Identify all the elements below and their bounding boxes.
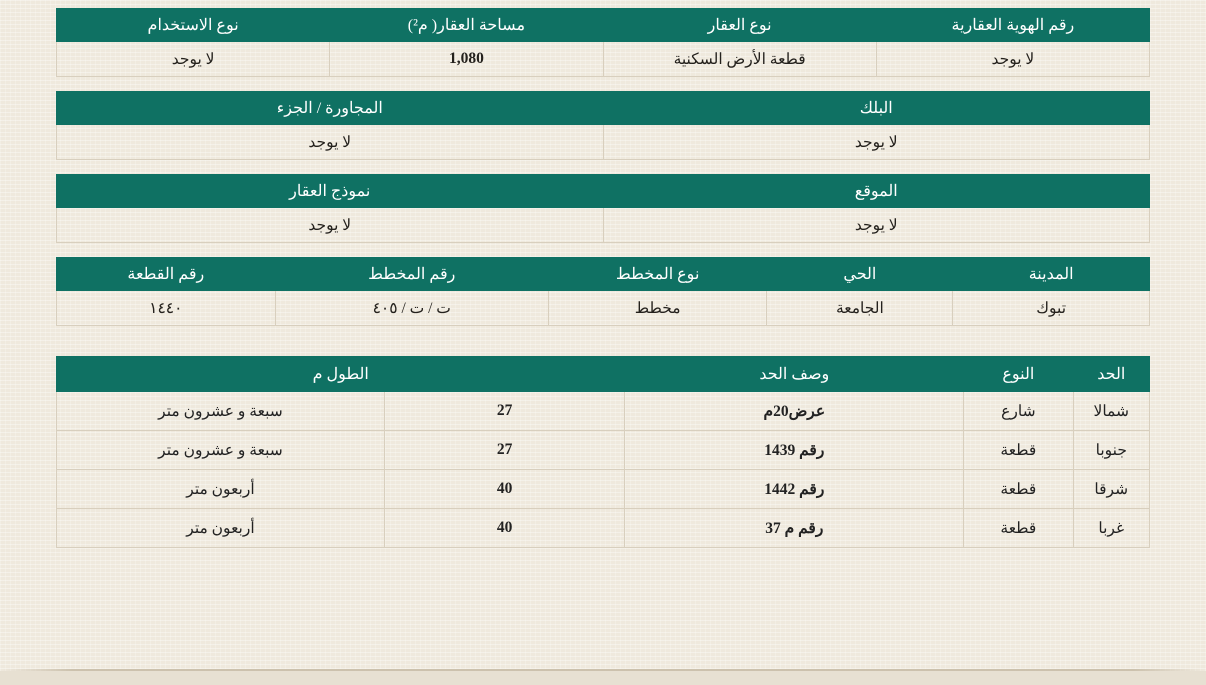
property-value-row-1 (57, 42, 1150, 77)
property-value-row-2 (57, 125, 1150, 160)
value-neighbor-part: لا يوجد (57, 125, 604, 160)
cell-bound-description: رقم 1442 (625, 470, 964, 509)
cell-bound-description: عرض20م (625, 392, 964, 431)
table-row (57, 392, 1150, 431)
cell-bound-length-number: 40 (384, 470, 624, 509)
header-property-id: رقم الهوية العقارية (876, 9, 1149, 42)
property-header-row-2 (57, 92, 1150, 125)
cell-bound-description: رقم 1439 (625, 431, 964, 470)
cell-bound-length-text: أربعون متر (57, 509, 385, 548)
header-neighbor-part: المجاورة / الجزء (57, 92, 604, 125)
cell-bound-length-text: سبعة و عشرون متر (57, 431, 385, 470)
spacer-row-3 (57, 243, 1150, 258)
cell-bound: غربا (1073, 509, 1150, 548)
cell-bound-length-number: 27 (384, 431, 624, 470)
cell-bound-description: رقم م 37 (625, 509, 964, 548)
value-city: تبوك (953, 291, 1150, 326)
value-district: الجامعة (767, 291, 953, 326)
property-header-row-3 (57, 175, 1150, 208)
value-block: لا يوجد (603, 125, 1150, 160)
cell-bound-type: قطعة (964, 431, 1073, 470)
cell-bound-length-number: 40 (384, 509, 624, 548)
header-district: الحي (767, 258, 953, 291)
value-property-id: لا يوجد (876, 42, 1149, 77)
cell-bound-type: شارع (964, 392, 1073, 431)
header-plan-number: رقم المخطط (275, 258, 548, 291)
header-location: الموقع (603, 175, 1150, 208)
value-location: لا يوجد (603, 208, 1150, 243)
footer-band (0, 671, 1206, 685)
value-property-area: 1,080 (330, 42, 603, 77)
header-usage-type: نوع الاستخدام (57, 9, 330, 42)
property-header-row-1 (57, 9, 1150, 42)
bounds-header-row (57, 357, 1150, 392)
plan-value-row (57, 291, 1150, 326)
header-property-model: نموذج العقار (57, 175, 604, 208)
header-block: البلك (603, 92, 1150, 125)
value-usage-type: لا يوجد (57, 42, 330, 77)
header-property-type: نوع العقار (603, 9, 876, 42)
spacer-row-2 (57, 160, 1150, 175)
property-value-row-3 (57, 208, 1150, 243)
header-bound: الحد (1073, 357, 1150, 392)
cell-bound: شمالا (1073, 392, 1150, 431)
value-property-model: لا يوجد (57, 208, 604, 243)
plan-details-table (56, 257, 1150, 326)
property-details-table (56, 8, 1150, 257)
plan-header-row (57, 258, 1150, 291)
table-row (57, 509, 1150, 548)
header-bound-description: وصف الحد (625, 357, 964, 392)
cell-bound-type: قطعة (964, 470, 1073, 509)
header-property-area: مساحة العقار( م²) (330, 9, 603, 42)
value-plan-type: مخطط (548, 291, 767, 326)
cell-bound-length-text: أربعون متر (57, 470, 385, 509)
header-bound-type: النوع (964, 357, 1073, 392)
value-parcel-number: ١٤٤٠ (57, 291, 276, 326)
table-row (57, 470, 1150, 509)
header-bound-length: الطول م (57, 357, 625, 392)
bounds-table (56, 356, 1150, 548)
cell-bound: جنوبا (1073, 431, 1150, 470)
header-parcel-number: رقم القطعة (57, 258, 276, 291)
header-city: المدينة (953, 258, 1150, 291)
value-property-type: قطعة الأرض السكنية (603, 42, 876, 77)
cell-bound-type: قطعة (964, 509, 1073, 548)
spacer-row-1 (57, 77, 1150, 92)
cell-bound: شرقا (1073, 470, 1150, 509)
section-gap (56, 326, 1150, 352)
header-plan-type: نوع المخطط (548, 258, 767, 291)
table-row (57, 431, 1150, 470)
cell-bound-length-text: سبعة و عشرون متر (57, 392, 385, 431)
value-plan-number: ت / ت / ٤٠٥ (275, 291, 548, 326)
cell-bound-length-number: 27 (384, 392, 624, 431)
